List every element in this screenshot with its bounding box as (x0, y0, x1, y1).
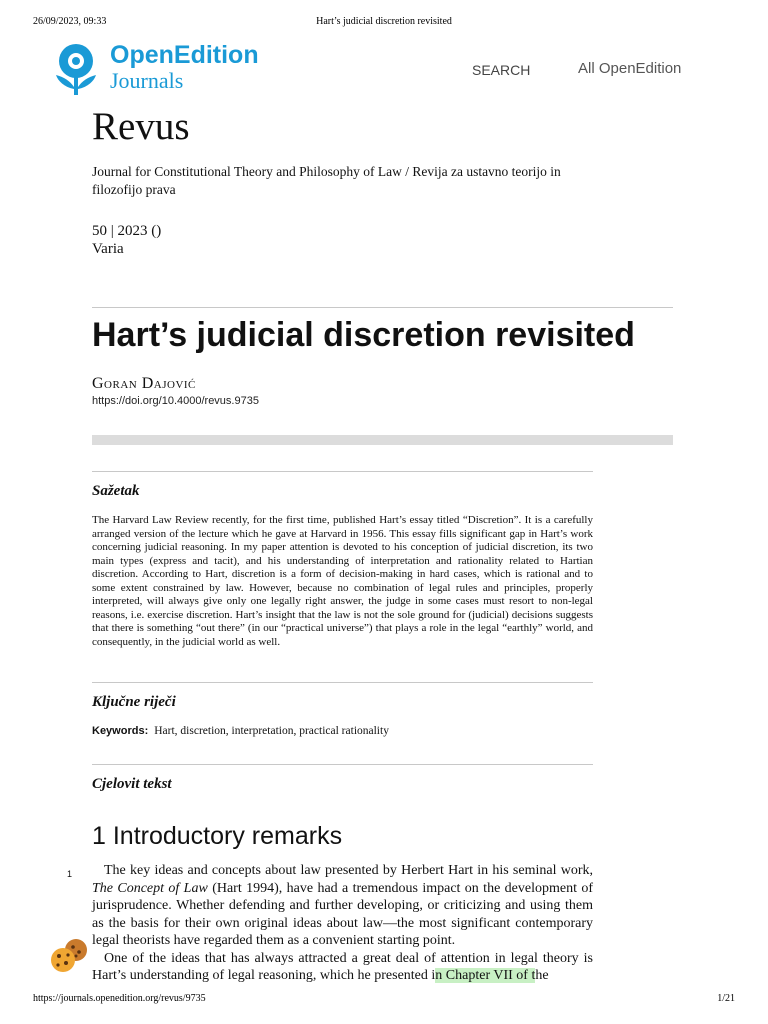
body-text (92, 862, 593, 985)
divider (92, 682, 593, 683)
issue-section[interactable]: Varia (92, 241, 124, 257)
print-doc-title: Hart’s judicial discretion revisited (316, 16, 452, 27)
journal-subtitle: Journal for Constitutional Theory and Philosophy of Law / Revija za ustavno teorijo in filozofijo prava (92, 164, 561, 197)
divider (92, 307, 673, 308)
paragraph-text: he (535, 968, 549, 983)
print-page-number: 1/21 (717, 993, 735, 1004)
issue-info (92, 222, 161, 258)
search-link[interactable]: SEARCH (472, 62, 531, 78)
paragraph-text: One of the ideas that has always attracted a great deal of attention in legal theory is Hart’s understanding of legal reasoning, which he presented i (92, 950, 593, 983)
divider (92, 764, 593, 765)
paragraph (92, 862, 593, 950)
toolbar-bar (92, 435, 673, 445)
fulltext-heading: Cjelovit tekst (92, 776, 172, 792)
print-footer (33, 993, 735, 1005)
openedition-flower-icon (50, 41, 104, 99)
cookie-consent-button[interactable] (49, 936, 91, 976)
highlighted-text: n Chapter VII of t (435, 968, 536, 983)
divider (92, 471, 593, 472)
print-datetime: 26/09/2023, 09:33 (33, 16, 107, 27)
openedition-logo[interactable] (50, 41, 280, 99)
keywords-heading: Ključne riječi (92, 694, 176, 710)
brand-name: OpenEdition (110, 41, 259, 69)
all-openedition-link[interactable]: All OpenEdition (578, 60, 682, 77)
doi-link[interactable]: https://doi.org/10.4000/revus.9735 (92, 395, 259, 407)
print-header (33, 16, 735, 30)
paragraph-text: The key ideas and concepts about law presented by Herbert Hart in his seminal work, (104, 863, 593, 878)
article-title: Hart’s judicial discretion revisited (92, 316, 635, 354)
keywords-label: Keywords: (92, 725, 149, 737)
keywords-row (92, 725, 389, 737)
paragraph-number: 1 (67, 869, 73, 879)
keywords-values[interactable]: Hart, discretion, interpretation, practical rationality (154, 725, 389, 737)
journal-name[interactable]: Revus (92, 105, 190, 148)
abstract-heading: Sažetak (92, 483, 140, 499)
section-title: 1 Introductory remarks (92, 822, 343, 850)
print-url: https://journals.openedition.org/revus/9735 (33, 993, 206, 1004)
paragraph-text: (Hart 1994), have had a tremendous impact on the development of jurisprudence. Whether defending and further developing, or criticizing and using them as the basis for their own original ideas about law—the most significant contemporary legal theorists have regarded them as a convenient starting point. (92, 880, 594, 948)
abstract-text: The Harvard Law Review recently, for the first time, published Hart’s essay titled “Discretion”. It is a carefully arranged version of the lecture which he gave at Harvard in 1956. This essay fills significant gap in Hart’s work concerning judicial reasoning. In my paper attention is devoted to his conception of judicial discretion, its two main types (express and tacit), and his understanding of interpretation and rationality related to Hartian discretion. According to Hart, discretion is a form of decision-making in hard cases, which is rational and to some extent constrained by law. However, because no combination of legal rules and principles, properly interpreted, will always give only one legally right answer, the judge in some cases must resort to non-legal reasons, i.e. exercise discretion. Hart’s insight that the law is not the sole ground for (judicial) decisions suggests that there is something “out there” (in our “practical universe”) that plays a role in the legal “earthly” world, and consequently, in the judicial world as well. (92, 514, 593, 648)
brand-subtitle: Journals (110, 68, 184, 93)
author-name[interactable]: Goran Dajović (92, 375, 196, 392)
cookie-icon (49, 936, 91, 976)
issue-number[interactable]: 50 | 2023 () (92, 223, 162, 239)
paragraph (92, 950, 593, 985)
book-title: The Concept of Law (92, 880, 208, 896)
